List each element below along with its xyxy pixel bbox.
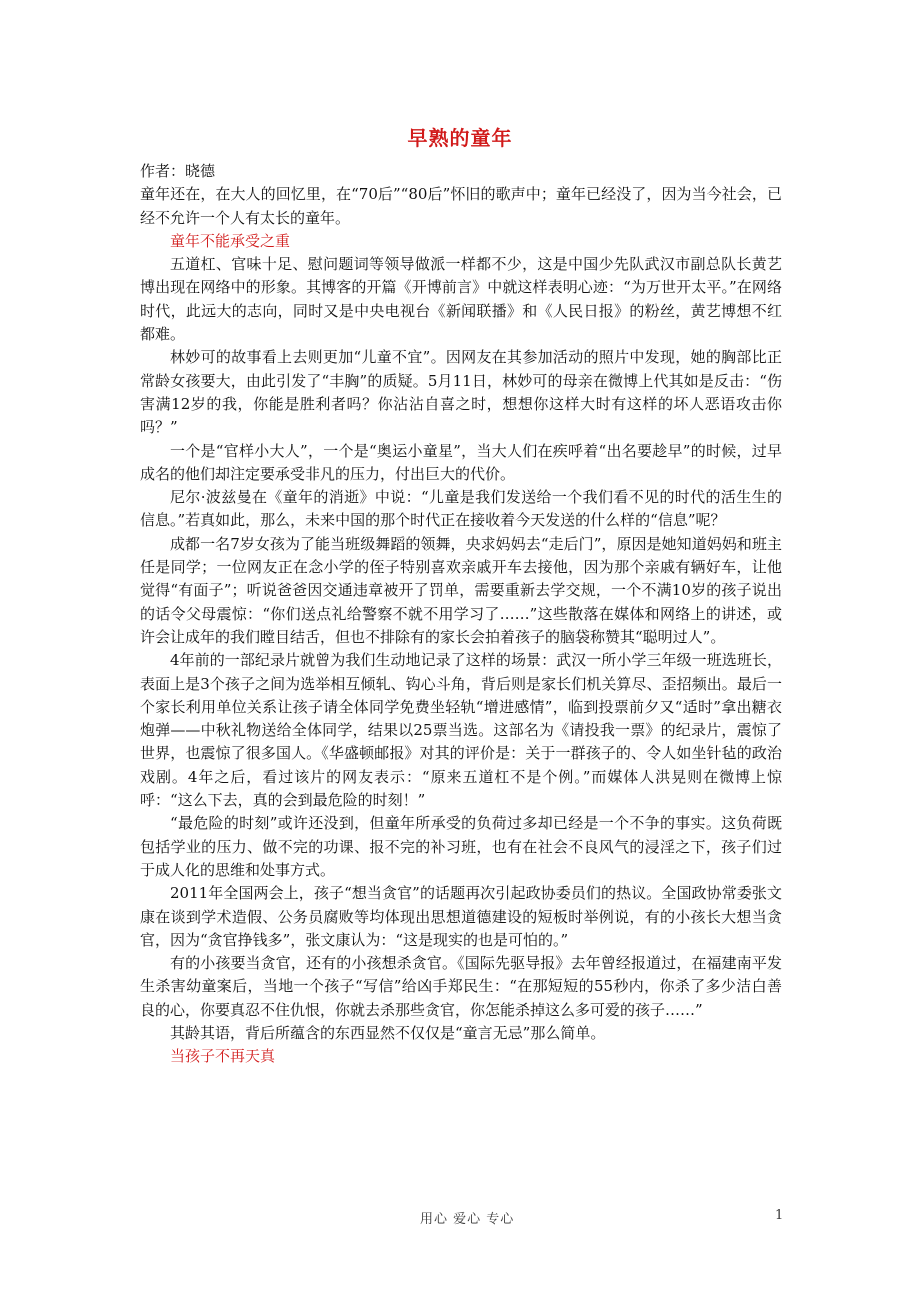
paragraph: 一个是“官样小大人”，一个是“奥运小童星”，当大人们在疾呼着“出名要趁早”的时候，过早成名的他们却注定要承受非凡的压力，付出巨大的代价。	[140, 441, 782, 483]
section-heading: 当孩子不再天真	[170, 1047, 276, 1066]
paragraph: 童年还在，在大人的回忆里，在“70后”“80后”怀旧的歌声中；童年已经没了，因为当今社会，已经不允许一个人有太长的童年。	[140, 185, 782, 227]
paragraph: 4年前的一部纪录片就曾为我们生动地记录了这样的场景：武汉一所小学三年级一班选班长，表面上是3个孩子之间为选举相互倾轧、钩心斗角，背后则是家长们机关算尽、歪招频出。最后一个家长利用单位关系让孩子请全体同学免费坐轻轨“增进感情”，临到投票前夕又“适时”拿出糖衣炮弹——中秋礼物送给全体同学，结果以25票当选。这部名为《请投我一票》的纪录片，震惊了世界，也震惊了很多国人。《华盛顿邮报》对其的评价是：关于一群孩子的、令人如坐针毡的政治戏剧。4年之后，看过该片的网友表示：“原来五道杠不是个例。”而媒体人洪晃则在微博上惊呼：“这么下去，真的会到最危险的时刻！”	[140, 651, 782, 810]
footer-motto: 用心 爱心 专心	[420, 1212, 515, 1227]
document-title: 早熟的童年	[407, 126, 513, 150]
paragraph-list	[140, 183, 782, 1068]
paragraph: 有的小孩要当贪官，还有的小孩想杀贪官。《国际先驱导报》去年曾经报道过，在福建南平发生杀害幼童案后，当地一个孩子“写信”给凶手郑民生：“在那短短的55秒内，你杀了多少洁白善良的心，你要真忍不住仇恨，你就去杀那些贪官，你怎能杀掉这么多可爱的孩子……”	[140, 954, 782, 1019]
paragraph: 尼尔·波兹曼在《童年的消逝》中说：“儿童是我们发送给一个我们看不见的时代的活生生的信息。”若真如此，那么，未来中国的那个时代正在接收着今天发送的什么样的“信息”呢？	[140, 488, 782, 530]
paragraph: “最危险的时刻”或许还没到，但童年所承受的负荷过多却已经是一个不争的事实。这负荷既包括学业的压力、做不完的功课、报不完的补习班，也有在社会不良风气的浸淫之下，孩子们过于成人化的思维和处事方式。	[140, 814, 782, 879]
page-number: 1	[775, 1208, 784, 1223]
paragraph: 其龄其语，背后所蕴含的东西显然不仅仅是“童言无忌”那么简单。	[170, 1023, 606, 1042]
section-heading: 童年不能承受之重	[170, 231, 291, 250]
article-body	[140, 160, 782, 1069]
paragraph: 成都一名7岁女孩为了能当班级舞蹈的领舞，央求妈妈去“走后门”，原因是她知道妈妈和班主任是同学；一位网友正在念小学的侄子特别喜欢亲戚开车去接他，因为那个亲戚有辆好车，让他觉得“有面子”；听说爸爸因交通违章被开了罚单，需要重新去学交规，一个不满10岁的孩子说出的话令父母震惊：“你们送点礼给警察不就不用学习了……”这些散落在媒体和网络上的讲述，或许会让成年的我们瞠目结舌，但也不排除有的家长会拍着孩子的脑袋称赞其“聪明过人”。	[140, 534, 782, 646]
paragraph: 林妙可的故事看上去则更加“儿童不宜”。因网友在其参加活动的照片中发现，她的胸部比正常龄女孩要大，由此引发了“丰胸”的质疑。5月11日，林妙可的母亲在微博上代其如是反击：“伤害满12岁的我，你能是胜利者吗？你沾沾自喜之时，想想你这样大时有这样的坏人恶语攻击你吗？”	[140, 348, 782, 437]
paragraph: 五道杠、官味十足、慰问题词等领导做派一样都不少，这是中国少先队武汉市副总队长黄艺博出现在网络中的形象。其博客的开篇《开博前言》中就这样表明心迹：“为万世开太平。”在网络时代，此远大的志向，同时又是中央电视台《新闻联播》和《人民日报》的粉丝，黄艺博想不红都难。	[140, 255, 782, 344]
author-line: 作者：晓德	[140, 162, 216, 180]
paragraph: 2011年全国两会上，孩子“想当贪官”的话题再次引起政协委员们的热议。全国政协常委张文康在谈到学术造假、公务员腐败等均体现出思想道德建设的短板时举例说，有的小孩长大想当贪官，因为“贪官挣钱多”，张文康认为：“这是现实的也是可怕的。”	[140, 884, 782, 949]
